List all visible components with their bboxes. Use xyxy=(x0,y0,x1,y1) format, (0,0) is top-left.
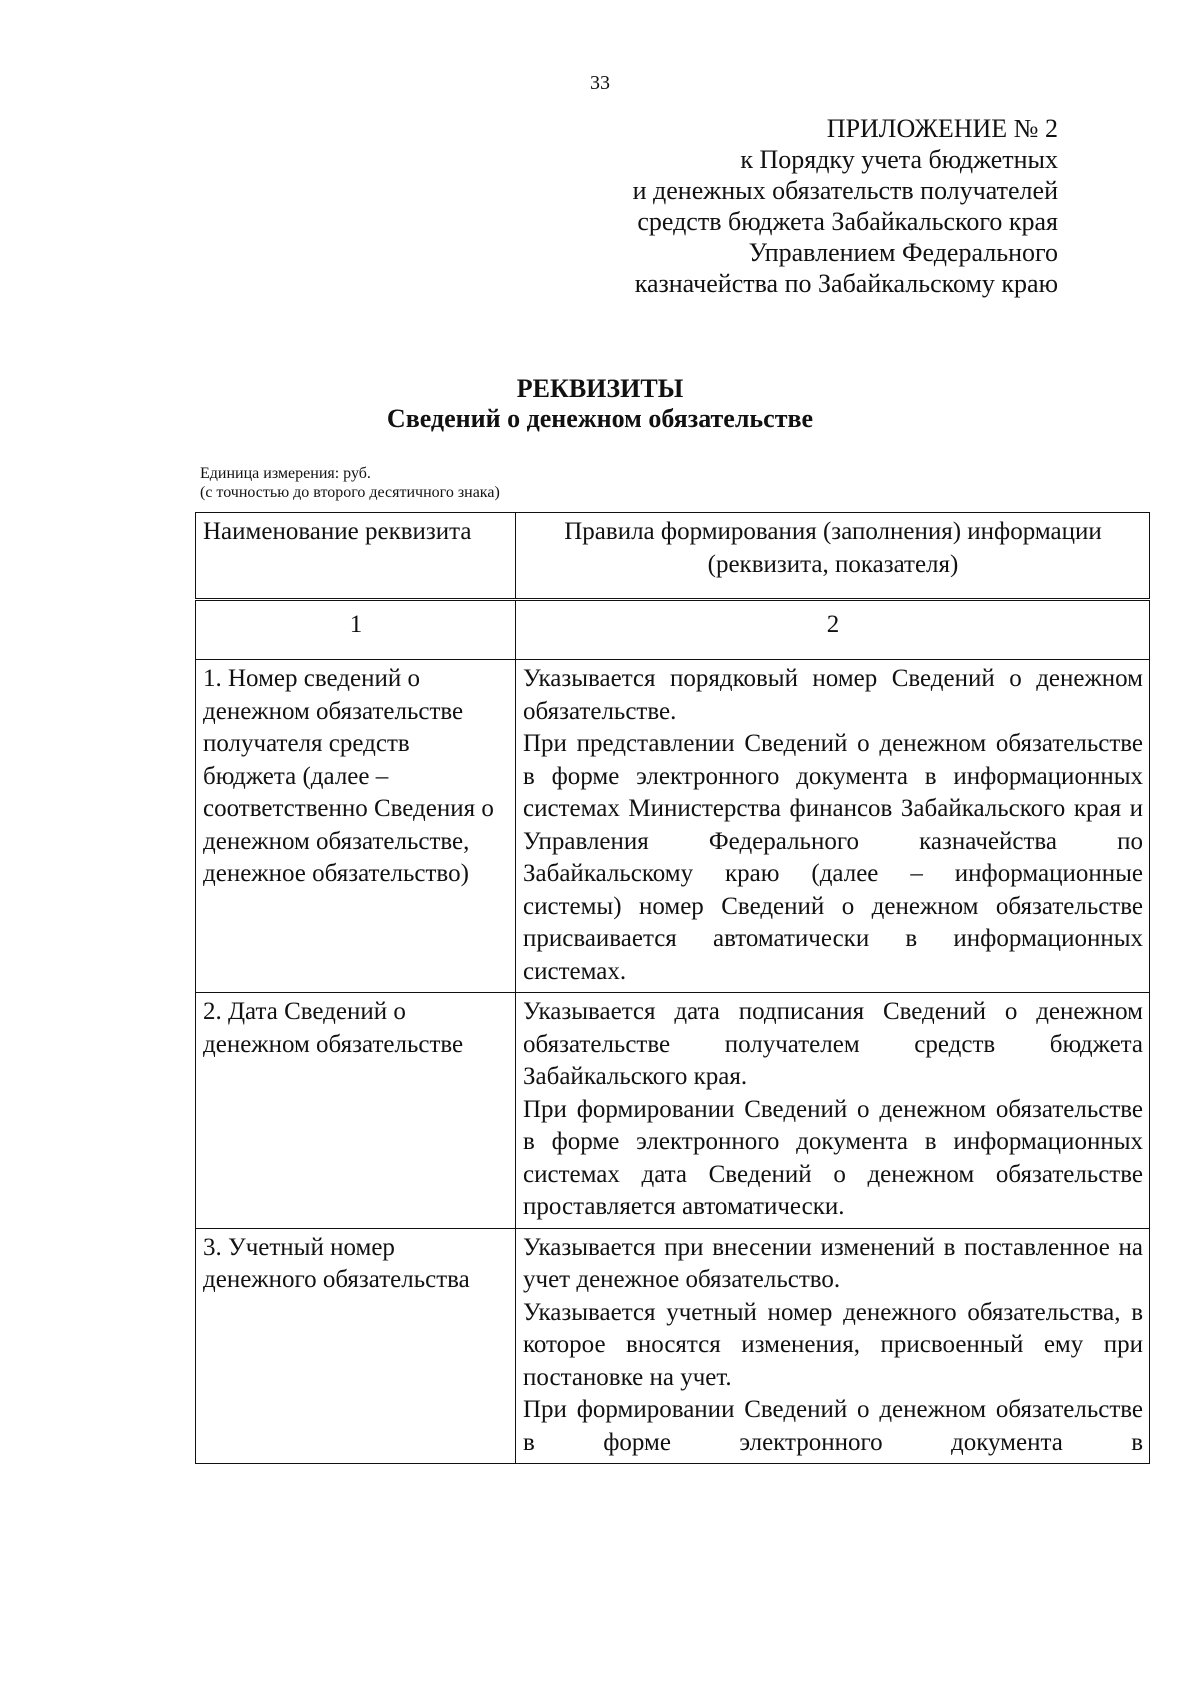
column-number: 2 xyxy=(516,601,1150,660)
column-number: 1 xyxy=(196,601,516,660)
appendix-line: казначейства по Забайкальскому краю xyxy=(634,269,1058,298)
appendix-line: средств бюджета Забайкальского края xyxy=(637,207,1058,236)
table-row xyxy=(196,993,1150,1229)
title-subtitle: Сведений о денежном обязательстве xyxy=(386,404,814,433)
rule-paragraph: Указывается при внесении изменений в поставленное на учет денежное обязательство. xyxy=(523,1233,1143,1293)
rule-paragraph: При формировании Сведений о денежном обязательстве в форме электронного документа в информационных системах дата Сведений о денежном обязательстве проставляется автоматически. xyxy=(523,1095,1143,1220)
header-col-name: Наименование реквизита xyxy=(196,513,516,599)
requisite-rules xyxy=(516,993,1150,1229)
requisite-rules xyxy=(516,660,1150,993)
rule-paragraph: Указывается учетный номер денежного обязательства, в которое вносятся изменения, присвоенный ему при постановке на учет. xyxy=(523,1298,1143,1391)
appendix-line: и денежных обязательств получателей xyxy=(632,176,1058,205)
rule-paragraph: При представлении Сведений о денежном обязательстве в форме электронного документа в информационных системах Министерства финансов Забайкальского края и Управления Федерального казначейства по Забайкальскому краю (далее – информационные системы) номер Сведений о денежном обязательстве присваивается автоматически в информационных системах. xyxy=(523,730,1143,985)
table-row xyxy=(196,1228,1150,1464)
requisite-name: 1. Номер сведений о денежном обязательстве получателя средств бюджета (далее – соответственно Сведения о денежном обязательстве, денежное обязательство) xyxy=(196,660,516,993)
requisite-rules xyxy=(516,1228,1150,1464)
header-row xyxy=(196,513,1150,599)
requisite-name: 3. Учетный номер денежного обязательства xyxy=(196,1228,516,1464)
header-col-rules: Правила формирования (заполнения) информации (реквизита, показателя) xyxy=(516,513,1150,599)
title-main: РЕКВИЗИТЫ xyxy=(516,374,684,403)
units-precision-line: (с точностью до второго десятичного знака) xyxy=(200,484,500,501)
table-row xyxy=(196,660,1150,993)
appendix-line: Управлением Федерального xyxy=(748,238,1058,267)
requisites-table xyxy=(195,600,1150,1464)
rule-paragraph: Указывается дата подписания Сведений о денежном обязательстве получателем средств бюджета Забайкальского края. xyxy=(523,998,1143,1090)
appendix-line: ПРИЛОЖЕНИЕ № 2 xyxy=(826,114,1058,143)
rule-paragraph: При формировании Сведений о денежном обязательстве в форме электронного документа в xyxy=(523,1396,1143,1456)
appendix-block xyxy=(633,113,1058,299)
appendix-line: к Порядку учета бюджетных xyxy=(740,145,1058,174)
document-title xyxy=(0,374,1200,434)
column-number-row xyxy=(196,601,1150,660)
units-line: Единица измерения: руб. xyxy=(200,465,371,482)
requisite-name: 2. Дата Сведений о денежном обязательстве xyxy=(196,993,516,1229)
units-note xyxy=(200,464,500,502)
requisites-header-table xyxy=(195,512,1150,599)
page-number: 33 xyxy=(590,72,610,94)
rule-paragraph: Указывается порядковый номер Сведений о денежном обязательстве. xyxy=(523,665,1143,725)
